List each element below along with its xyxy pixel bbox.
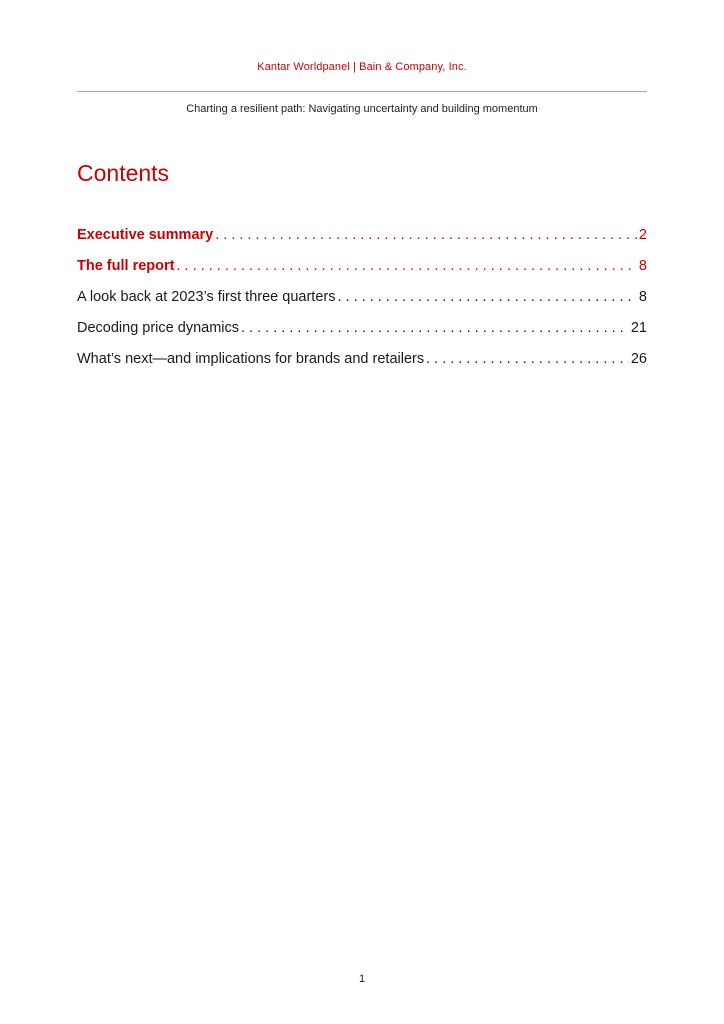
header-divider xyxy=(77,91,647,92)
toc-entry-whats-next[interactable] xyxy=(77,349,647,380)
toc-leader-dots xyxy=(426,349,629,369)
toc-entry-label: Executive summary xyxy=(77,227,214,243)
table-of-contents xyxy=(77,225,647,380)
toc-entry-page: 8 xyxy=(638,289,647,305)
toc-entry-label: What’s next—and implications for brands and retailers xyxy=(77,351,425,367)
toc-entry-page: 26 xyxy=(630,351,647,367)
contents-title: Contents xyxy=(77,160,170,186)
toc-leader-dots xyxy=(337,287,636,307)
page-number: 1 xyxy=(358,973,366,985)
toc-entry-label: The full report xyxy=(77,258,175,274)
toc-entry-label: A look back at 2023’s first three quarters xyxy=(77,289,336,305)
toc-entry-page: 8 xyxy=(638,258,647,274)
toc-entry-page: 21 xyxy=(630,320,647,336)
toc-entry-full-report[interactable] xyxy=(77,256,647,287)
toc-entry-label: Decoding price dynamics xyxy=(77,320,239,336)
toc-leader-dots xyxy=(176,256,636,276)
toc-entry-executive-summary[interactable] xyxy=(77,225,647,256)
toc-entry-look-back[interactable] xyxy=(77,287,647,318)
toc-entry-page: 2 xyxy=(638,227,647,243)
toc-leader-dots xyxy=(215,225,637,245)
toc-entry-price-dynamics[interactable] xyxy=(77,318,647,349)
header-subtitle: Charting a resilient path: Navigating uncertainty and building momentum xyxy=(186,103,538,115)
header-organization: Kantar Worldpanel | Bain & Company, Inc. xyxy=(257,61,467,73)
toc-leader-dots xyxy=(241,318,629,338)
